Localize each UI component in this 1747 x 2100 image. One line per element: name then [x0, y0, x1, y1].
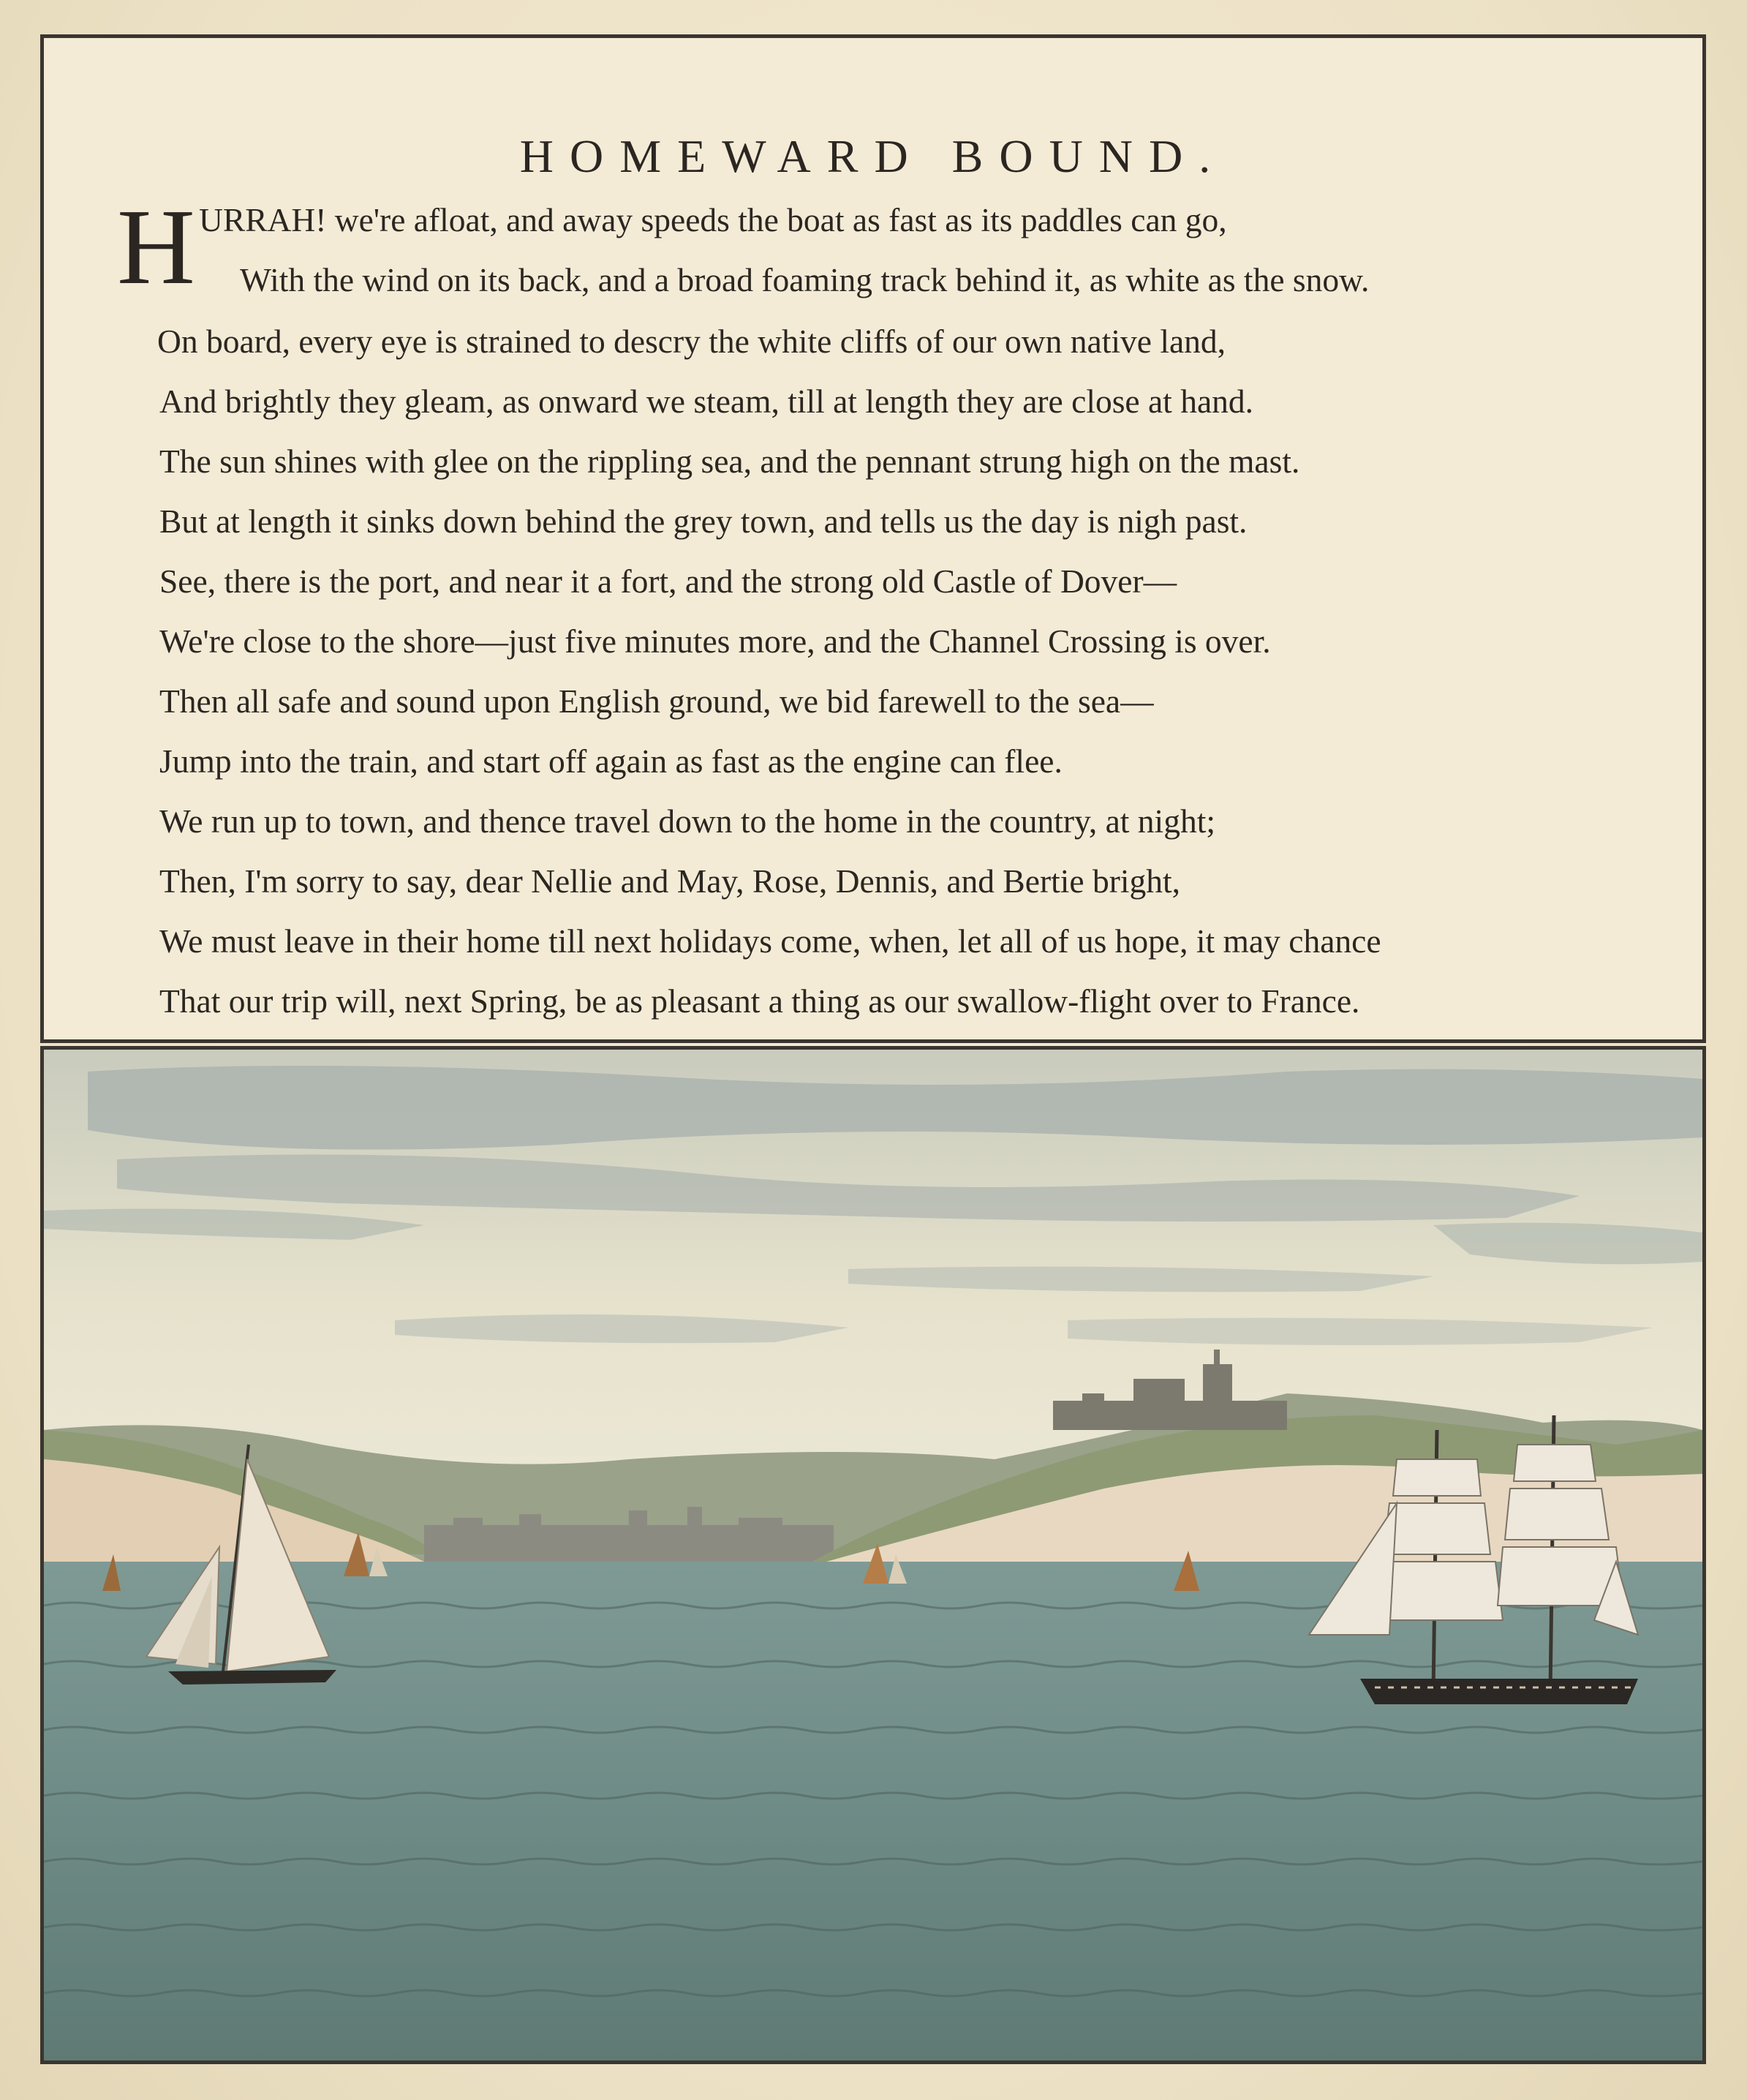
poem-line-5: The sun shines with glee on the rippling sea, and the pennant strung high on the mast.	[159, 443, 1300, 480]
page-title: HOMEWARD BOUND.	[519, 130, 1227, 182]
poem-line-9: Then all safe and sound upon English ground, we bid farewell to the sea—	[159, 682, 1154, 720]
poem-panel	[40, 34, 1706, 1043]
poem-line-3: On board, every eye is strained to descry the white cliffs of our own native land,	[157, 323, 1226, 360]
drop-cap-letter: H	[117, 187, 195, 307]
poem-line-7: See, there is the port, and near it a fort, and the strong old Castle of Dover—	[159, 562, 1177, 600]
poem-line-2: With the wind on its back, and a broad foaming track behind it, as white as the snow.	[240, 261, 1370, 298]
poem-line-1: URRAH! we're afloat, and away speeds the boat as fast as its paddles can go,	[199, 201, 1227, 238]
poem-line-14: That our trip will, next Spring, be as pleasant a thing as our swallow-flight over to France.	[159, 982, 1360, 1020]
illustration-dover-harbour	[40, 1046, 1706, 2064]
poem-line-12: Then, I'm sorry to say, dear Nellie and May, Rose, Dennis, and Bertie bright,	[159, 862, 1181, 900]
poem-line-6: But at length it sinks down behind the grey town, and tells us the day is nigh past.	[159, 503, 1248, 540]
poem-line-13: We must leave in their home till next holidays come, when, let all of us hope, it may chance	[159, 922, 1381, 960]
poem-line-4: And brightly they gleam, as onward we steam, till at length they are close at hand.	[159, 383, 1254, 420]
poem-line-10: Jump into the train, and start off again as fast as the engine can flee.	[159, 742, 1063, 780]
poem-line-8: We're close to the shore—just five minutes more, and the Channel Crossing is over.	[159, 622, 1271, 660]
poem-line-11: We run up to town, and thence travel down to the home in the country, at night;	[159, 802, 1215, 840]
illustration-svg	[44, 1050, 1702, 2061]
